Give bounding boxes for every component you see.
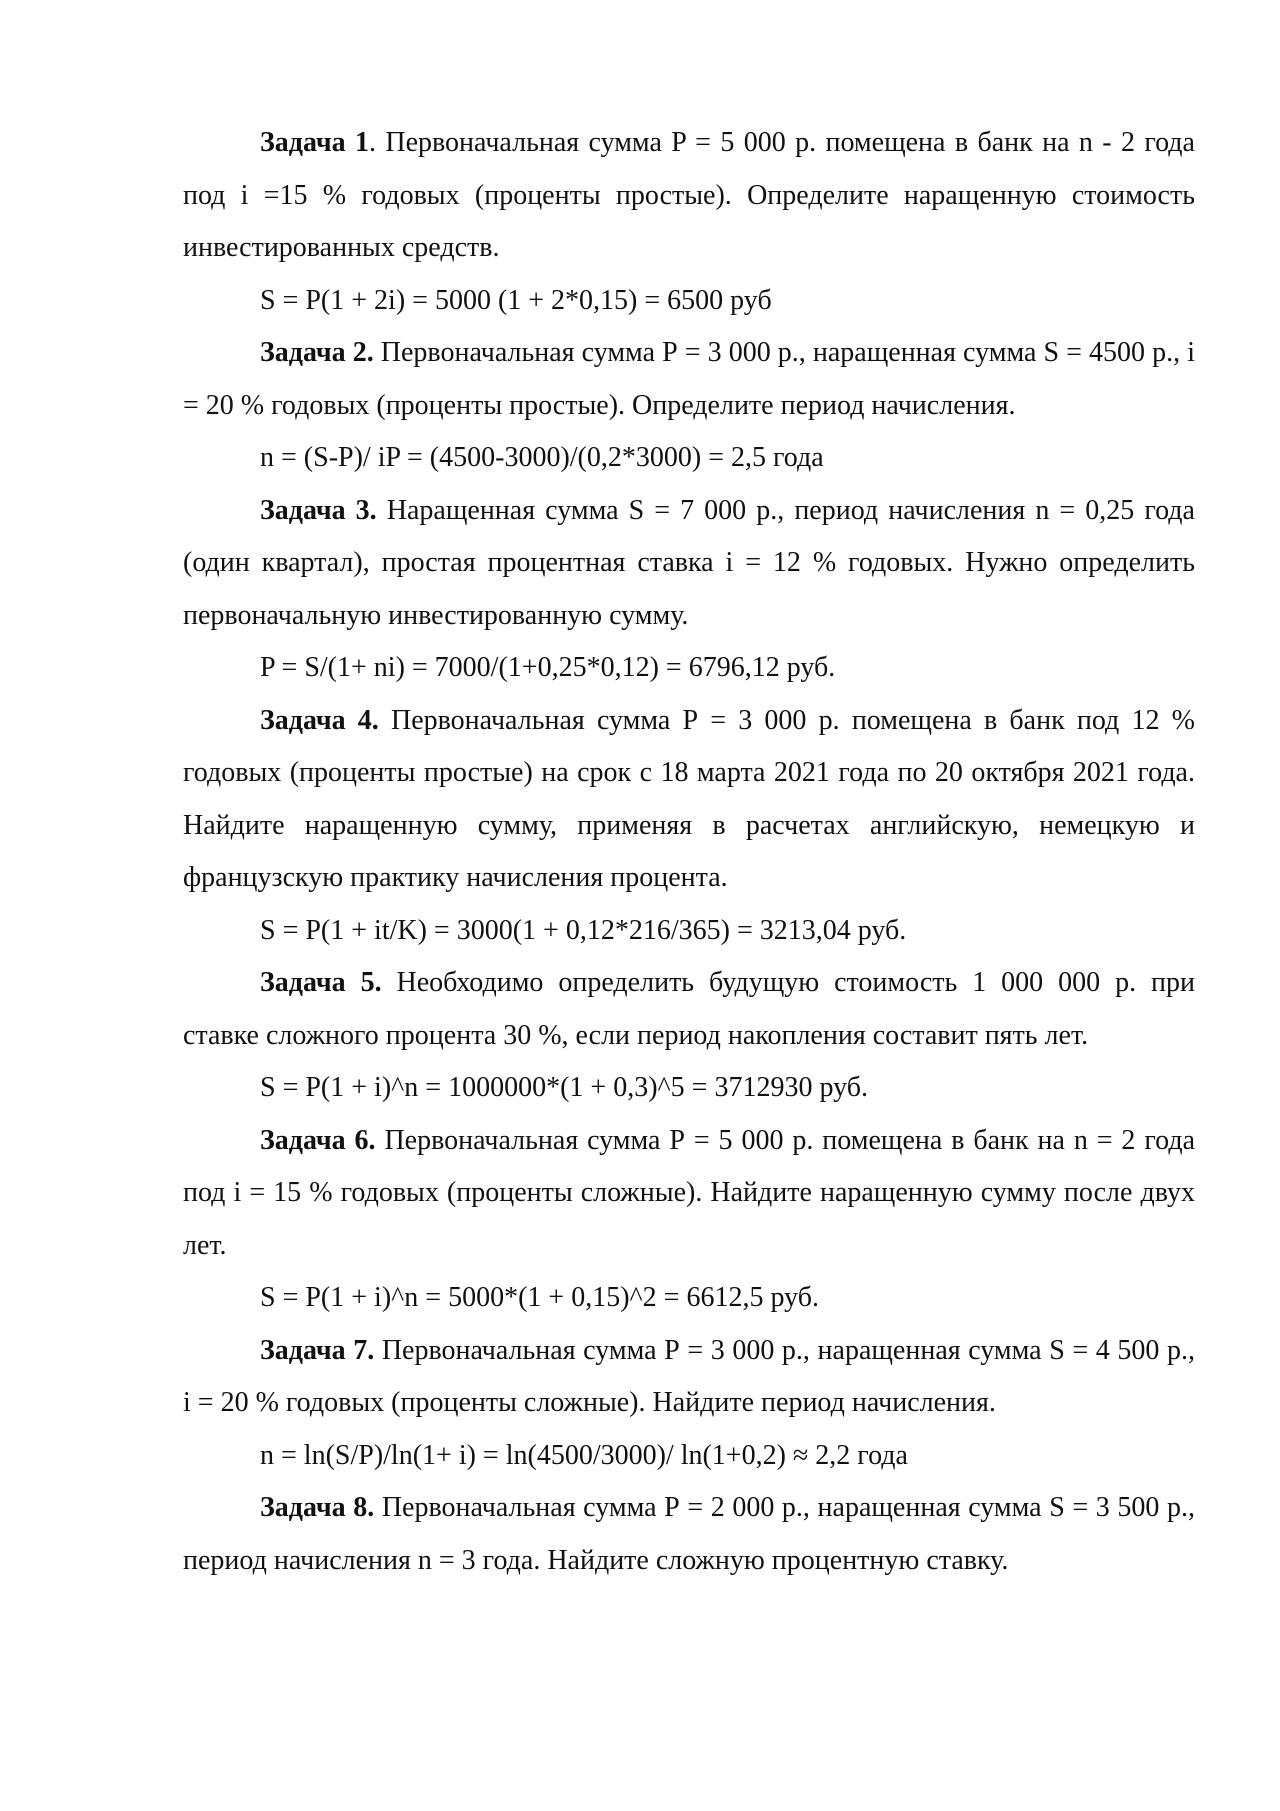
- task-2-solution: n = (S-P)/ iP = (4500-3000)/(0,2*3000) = 2,5 года: [260, 442, 824, 473]
- task-1-statement: [183, 117, 1195, 275]
- task-8-statement: [183, 1482, 1195, 1587]
- task-6-statement: [183, 1115, 1195, 1273]
- task-4-solution: S = P(1 + it/K) = 3000(1 + 0,12*216/365) = 3213,04 руб.: [260, 914, 907, 946]
- task-1-text: . Первоначальная сумма P = 5 000 р. помещена в банк на n - 2 года под i =15 % годовых (проценты простые). Определите наращенную стоимость инвестированных средств.: [183, 127, 1195, 263]
- task-4-text: Первоначальная сумма Р = 3 000 р. помещена в банк под 12 % годовых (проценты простые) на срок с 18 марта 2021 года по 20 октября 2021 года. Найдите наращенную сумму, применяя в расчетах английскую, немецкую и французскую практику начисления процента.: [183, 704, 1195, 893]
- task-8-text: Первоначальная сумма Р = 2 000 р., наращенная сумма S = 3 500 р., период начисления n = 3 года. Найдите сложную процентную ставку.: [183, 1492, 1195, 1576]
- task-3-statement: [183, 485, 1195, 643]
- task-8-label: Задача 8.: [260, 1492, 375, 1523]
- task-7-text: Первоначальная сумма Р = 3 000 р., наращенная сумма S = 4 500 р., i = 20 % годовых (проценты сложные). Найдите период начисления.: [183, 1334, 1195, 1418]
- task-3-label: Задача 3.: [260, 494, 377, 526]
- task-2-label: Задача 2.: [260, 337, 374, 368]
- task-6-solution: S = P(1 + i)^n = 5000*(1 + 0,15)^2 = 6612,5 руб.: [260, 1282, 819, 1313]
- task-7-statement: [183, 1325, 1195, 1430]
- task-4-statement: [183, 695, 1195, 905]
- task-4-label: Задача 4.: [260, 704, 379, 736]
- task-5-statement: [183, 957, 1195, 1062]
- task-5-solution: S = P(1 + i)^n = 1000000*(1 + 0,3)^5 = 3712930 руб.: [260, 1072, 868, 1103]
- task-3-solution: P = S/(1+ ni) = 7000/(1+0,25*0,12) = 6796,12 руб.: [260, 652, 836, 683]
- task-5-label: Задача 5.: [260, 967, 382, 998]
- task-2-text: Первоначальная сумма Р = 3 000 р., наращенная сумма S = 4500 р., i = 20 % годовых (проценты простые). Определите период начисления.: [183, 337, 1195, 421]
- task-1-label: Задача 1: [260, 127, 369, 158]
- document-body: [183, 117, 1195, 1587]
- task-2-statement: [183, 327, 1195, 432]
- task-6-label: Задача 6.: [260, 1124, 376, 1156]
- task-1-solution: S = P(1 + 2i) = 5000 (1 + 2*0,15) = 6500 руб: [260, 284, 772, 316]
- task-7-solution: n = ln(S/P)/ln(1+ i) = ln(4500/3000)/ ln(1+0,2) ≈ 2,2 года: [260, 1439, 908, 1471]
- task-7-label: Задача 7.: [260, 1334, 375, 1366]
- task-6-text: Первоначальная сумма Р = 5 000 р. помещена в банк на n = 2 года под i = 15 % годовых (проценты сложные). Найдите наращенную сумму после двух лет.: [183, 1124, 1195, 1261]
- task-3-text: Наращенная сумма S = 7 000 р., период начисления n = 0,25 года (один квартал), простая процентная ставка i = 12 % годовых. Нужно определить первоначальную инвестированную сумму.: [183, 494, 1195, 631]
- task-5-text: Необходимо определить будущую стоимость 1 000 000 р. при ставке сложного процента 30 %, если период накопления составит пять лет.: [183, 967, 1195, 1051]
